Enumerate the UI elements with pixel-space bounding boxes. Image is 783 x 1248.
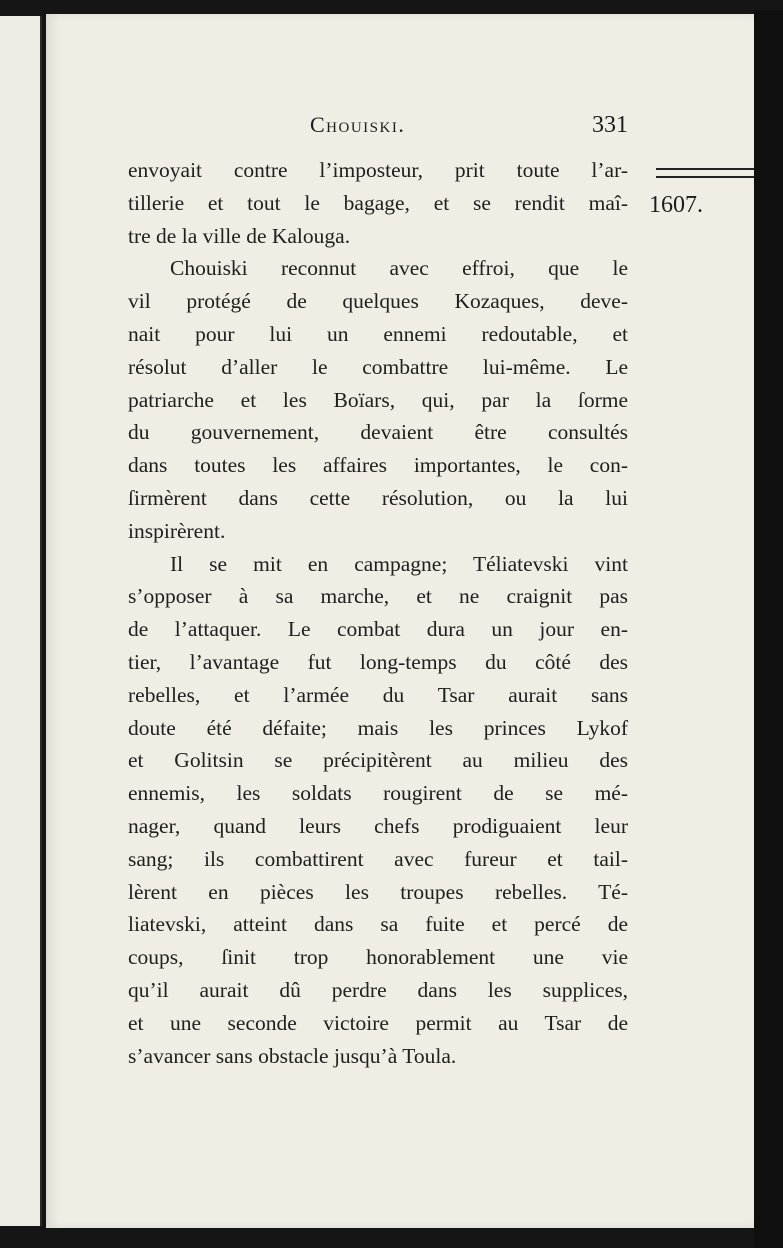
margin-year: 1607. — [649, 192, 703, 218]
text-line: et une seconde victoire permit au Tsar de — [128, 1010, 628, 1035]
text-line: doute été défaite; mais les princes Lykof — [128, 715, 628, 740]
text-line: patriarche et les Boïars, qui, par la ſorme — [128, 387, 628, 412]
text-line: du gouvernement, devaient être consultés — [128, 420, 628, 445]
paragraph-2 — [128, 252, 628, 547]
text-line: Chouiski reconnut avec effroi, que le — [170, 256, 628, 281]
text-line: Il se mit en campagne; Téliatevski vint — [170, 551, 628, 576]
text-line: résolut d’aller le combattre lui-même. Le — [128, 354, 628, 379]
text-line: inspirèrent. — [128, 518, 226, 543]
left-page-edge — [0, 16, 42, 1226]
right-background — [754, 10, 783, 1248]
text-line: coups, ſinit trop honorablement une vie — [128, 945, 628, 970]
paragraph-1 — [128, 154, 628, 252]
text-line: nait pour lui un ennemi redoutable, et — [128, 321, 628, 346]
text-line: sang; ils combattirent avec fureur et tail- — [128, 846, 628, 871]
text-line: de l’attaquer. Le combat dura un jour en- — [128, 617, 628, 642]
text-line: ſirmèrent dans cette résolution, ou la lui — [128, 485, 628, 510]
text-line: liatevski, atteint dans sa fuite et percé de — [128, 912, 628, 937]
text-line: ennemis, les soldats rougirent de se mé- — [128, 781, 628, 806]
text-line: envoyait contre l’imposteur, prit toute l’ar- — [128, 158, 628, 182]
text-line: s’opposer à sa marche, et ne craignit pas — [128, 584, 628, 609]
page-header — [46, 112, 754, 142]
text-line: tre de la ville de Kalouga. — [128, 223, 351, 248]
text-line: s’avancer sans obstacle jusqu’à Toula. — [128, 1043, 457, 1068]
text-line: vil protégé de quelques Kozaques, deve- — [128, 289, 628, 314]
text-line: nager, quand leurs chefs prodiguaient leur — [128, 813, 628, 838]
text-line: tier, l’avantage fut long-temps du côté des — [128, 649, 628, 674]
text-line: rebelles, et l’armée du Tsar aurait sans — [128, 682, 628, 707]
page-number: 331 — [592, 112, 628, 138]
text-line: et Golitsin se précipitèrent au milieu des — [128, 748, 628, 773]
text-line: dans toutes les affaires importantes, le con- — [128, 453, 628, 478]
paragraph-3 — [128, 548, 628, 1073]
margin-double-rule — [656, 168, 754, 178]
text-line: lèrent en pièces les troupes rebelles. Té- — [128, 879, 628, 904]
body-text — [128, 154, 628, 1072]
text-line: qu’il aurait dû perdre dans les supplices, — [128, 977, 628, 1002]
text-line: tillerie et tout le bagage, et se rendit maî- — [128, 190, 628, 215]
running-title: Chouiski. — [310, 112, 406, 137]
book-page — [46, 14, 754, 1228]
